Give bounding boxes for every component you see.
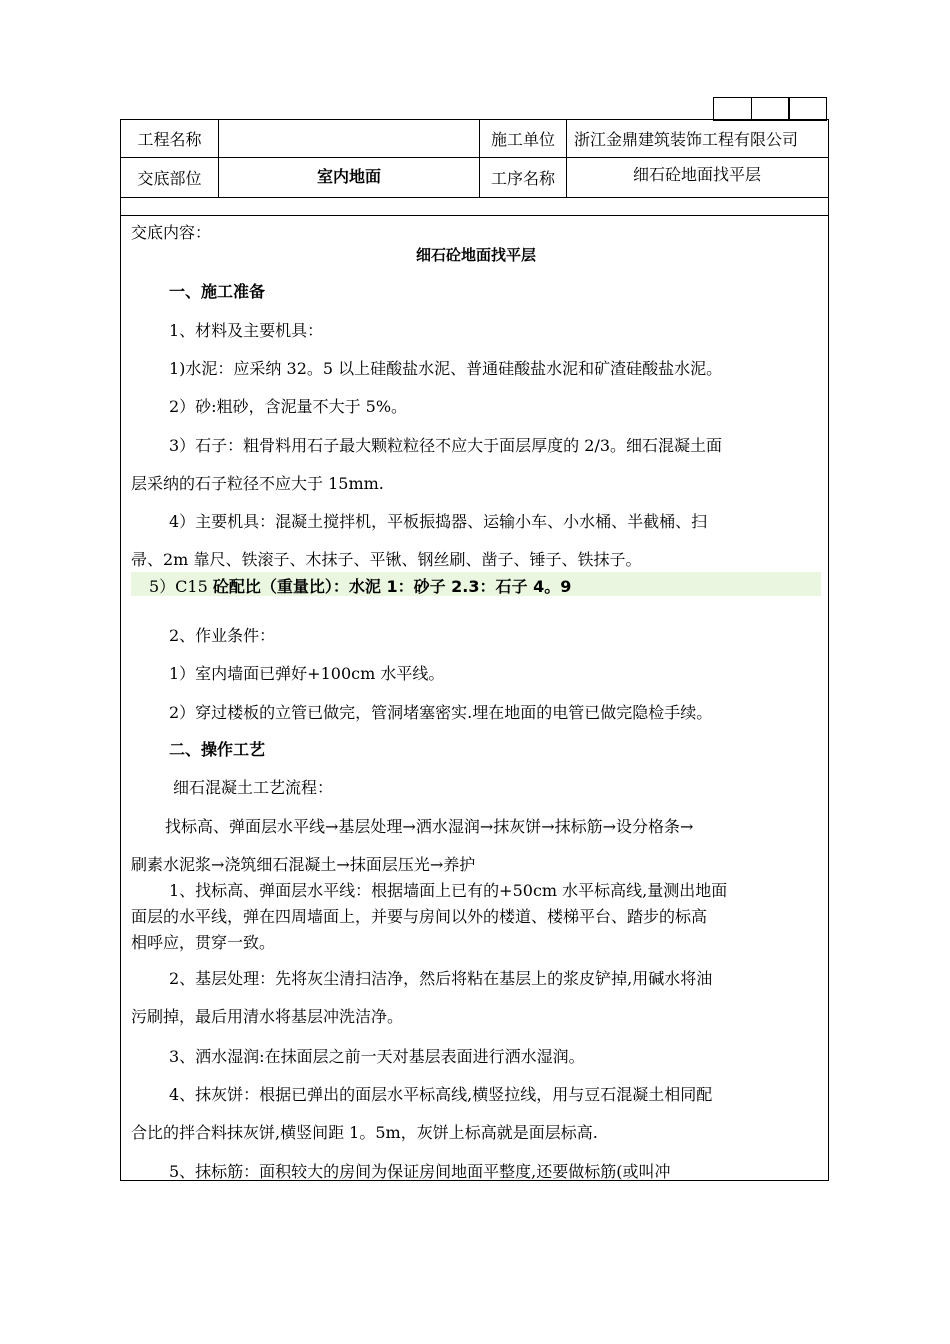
corner-box [788, 97, 827, 121]
intro-label: 交底内容： [131, 223, 212, 242]
paragraph: 1、材料及主要机具： [169, 321, 324, 340]
paragraph: 1）室内墙面已弹好+100cm 水平线。 [169, 664, 445, 683]
mix-ratio-text: 砼配比（重量比）：水泥 1：砂子 2.3：石子 4。9 [212, 577, 572, 596]
paragraph: 细石混凝土工艺流程： [173, 778, 334, 797]
paragraph: 2）穿过楼板的立管已做完，管洞堵塞密实.埋在地面的电管已做完隐检手续。 [169, 703, 713, 722]
header-row-3 [121, 198, 828, 216]
header-row-1 [121, 120, 828, 158]
corner-box [713, 97, 752, 121]
mix-ratio-line [131, 574, 821, 597]
paragraph: 污刷掉，最后用清水将基层冲洗洁净。 [131, 1007, 404, 1026]
paragraph: 3、洒水湿润:在抹面层之前一天对基层表面进行洒水湿润。 [169, 1047, 585, 1066]
paragraph: 1、找标高、弹面层水平线：根据墙面上已有的+50cm 水平标高线,量测出地面 [169, 881, 728, 900]
mix-ratio-prefix: 5）C15 [149, 577, 213, 596]
process-label: 工序名称 [490, 169, 555, 188]
paragraph: 面层的水平线，弹在四周墙面上，并要与房间以外的楼道、楼梯平台、踏步的标高 [131, 907, 708, 926]
content-title: 细石砼地面找平层 [415, 246, 536, 264]
paragraph: 4）主要机具：混凝土搅拌机，平板振捣器、运输小车、小水桶、半截桶、扫 [169, 512, 708, 531]
header-row-2 [121, 158, 828, 198]
paragraph: 相呼应，贯穿一致。 [131, 933, 276, 952]
process-flow: 刷素水泥浆→浇筑细石混凝土→抹面层压光→养护 [131, 855, 476, 874]
paragraph: 帚、2m 靠尺、铁滚子、木抹子、平锹、钢丝刷、凿子、锤子、铁抹子。 [131, 550, 642, 569]
paragraph: 1)水泥：应采纳 32。5 以上硅酸盐水泥、普通硅酸盐水泥和矿渣硅酸盐水泥。 [169, 359, 723, 378]
paragraph: 层采纳的石子粒径不应大于 15mm. [131, 474, 384, 493]
paragraph: 合比的拌合料抹灰饼,横竖间距 1。5m，灰饼上标高就是面层标高. [131, 1123, 598, 1142]
paragraph: 2、作业条件： [169, 626, 276, 645]
section-heading-2: 二、操作工艺 [169, 740, 266, 759]
paragraph: 2）砂:粗砂，含泥量不大于 5%。 [169, 397, 408, 416]
section-heading-1: 一、施工准备 [169, 282, 266, 301]
disclosure-form [120, 119, 829, 1181]
paragraph: 4、抹灰饼：根据已弹出的面层水平标高线,横竖拉线，用与豆石混凝土相同配 [169, 1085, 713, 1104]
process-value: 细石砼地面找平层 [632, 165, 761, 184]
location-label: 交底部位 [137, 169, 202, 188]
paragraph: 5、抹标筋：面积较大的房间为保证房间地面平整度,还要做标筋(或叫冲 [169, 1162, 671, 1181]
contractor-value: 浙江金鼎建筑装饰工程有限公司 [574, 130, 799, 149]
corner-box [751, 97, 790, 121]
contractor-label: 施工单位 [490, 130, 555, 149]
location-value: 室内地面 [316, 167, 381, 186]
paragraph: 2、基层处理：先将灰尘清扫洁净，然后将粘在基层上的浆皮铲掉,用碱水将油 [169, 969, 713, 988]
paragraph: 3）石子：粗骨料用石子最大颗粒粒径不应大于面层厚度的 2/3。细石混凝土面 [169, 436, 723, 455]
corner-boxes [714, 97, 827, 121]
project-name-label: 工程名称 [137, 130, 202, 149]
process-flow: 找标高、弹面层水平线→基层处理→洒水湿润→抹灰饼→抹标筋→设分格条→ [165, 817, 694, 836]
